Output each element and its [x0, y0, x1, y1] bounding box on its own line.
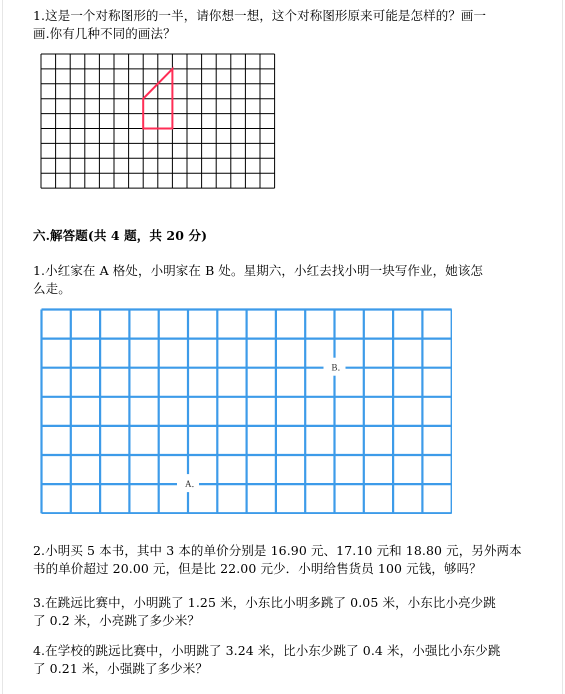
p4-text-line1: 4.在学校的跳远比赛中，小明跳了 3.24 米，比小东少跳了 0.4 米，小强比小东少跳 — [33, 643, 501, 658]
q1-text-line2: 画.你有几种不同的画法？ — [33, 26, 176, 41]
label-a: A． — [185, 479, 201, 490]
section-heading: 六.解答题(共 4 题，共 20 分) — [33, 228, 208, 243]
symmetry-grid — [40, 53, 277, 192]
p1-text-line2: 么走。 — [33, 281, 71, 296]
p2-text-line2: 书的单价超过 20.00 元，但是比 22.00 元少．小明给售货员 100 元钱，够吗？ — [33, 561, 482, 576]
p4-text-line2: 了 0.21 米，小强跳了多少米？ — [33, 661, 208, 676]
p3-text-line2: 了 0.2 米，小亮跳了多少米？ — [33, 613, 200, 628]
q1-text-line1: 1.这是一个对称图形的一半，请你想一想，这个对称图形原来可能是怎样的？画一 — [33, 8, 487, 23]
location-grid — [40, 308, 452, 514]
p1-text-line1: 1.小红家在 A 格处，小明家在 B 处。星期六，小红去找小明一块写作业，她该怎 — [33, 263, 484, 278]
p3-text-line1: 3.在跳远比赛中，小明跳了 1.25 米，小东比小明多跳了 0.05 米，小东比小亮少跳 — [33, 595, 496, 610]
label-b: B． — [331, 362, 347, 373]
p2-text-line1: 2.小明买 5 本书，其中 3 本的单价分别是 16.90 元、17.10 元和 18.80 元，另外两本 — [33, 543, 522, 558]
